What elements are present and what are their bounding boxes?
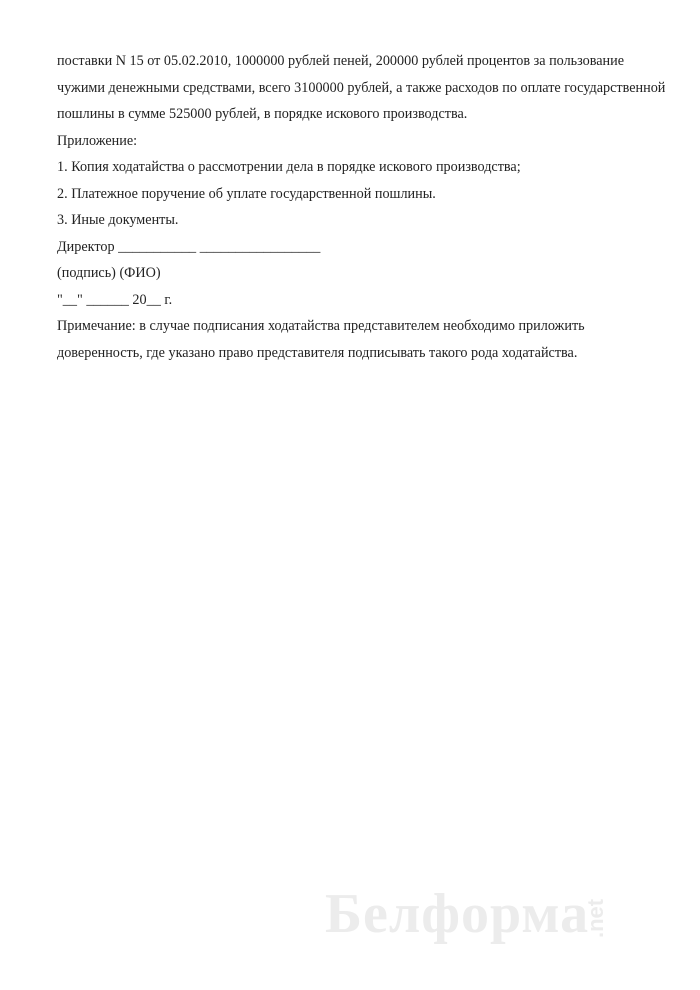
note-line: Примечание: в случае подписания ходатайства представителем необходимо приложить xyxy=(57,318,585,334)
document-body xyxy=(57,48,666,366)
watermark-logo xyxy=(325,872,628,945)
attachment-heading: Приложение: xyxy=(57,132,138,149)
date-line: "__" ______ 20__ г. xyxy=(57,291,173,308)
note-line: доверенность, где указано право представителя подписывать такого рода ходатайства. xyxy=(57,344,578,361)
attachment-item: 2. Платежное поручение об уплате государственной пошлины. xyxy=(57,185,436,202)
paragraph-line: поставки N 15 от 05.02.2010, 1000000 рублей пеней, 200000 рублей процентов за пользование xyxy=(57,53,625,69)
watermark-text: Белформа xyxy=(325,883,590,945)
paragraph-line: чужими денежными средствами, всего 3100000 рублей, а также расходов по оплате государственной xyxy=(57,79,666,96)
signature-line: Директор ___________ _________________ xyxy=(57,238,321,255)
watermark-suffix: .net xyxy=(583,898,609,938)
attachment-item: 3. Иные документы. xyxy=(57,212,179,228)
attachment-item: 1. Копия ходатайства о рассмотрении дела в порядке искового производства; xyxy=(57,159,521,175)
paragraph-line: пошлины в сумме 525000 рублей, в порядке искового производства. xyxy=(57,106,468,122)
signature-caption: (подпись) (ФИО) xyxy=(57,265,161,281)
